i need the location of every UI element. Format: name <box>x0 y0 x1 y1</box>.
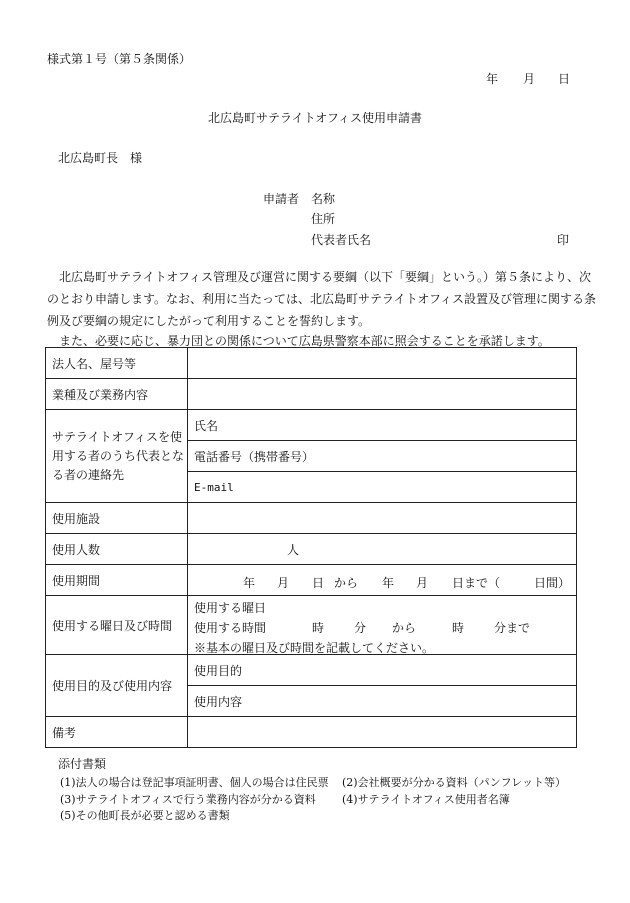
table-row <box>46 717 577 748</box>
corp-name-label: 法人名、屋号等 <box>46 348 188 379</box>
table-row <box>46 379 577 410</box>
applicant-address-label: 住所 <box>311 212 336 226</box>
period-field[interactable] <box>188 565 577 596</box>
days-hour-1: 時 <box>312 621 325 635</box>
business-field[interactable] <box>188 379 577 410</box>
applicant-representative-label: 代表者氏名 <box>311 233 372 247</box>
days-min-1: 分 <box>354 621 367 635</box>
days-hour-2: 時 <box>452 621 465 635</box>
contact-label-lines <box>52 428 185 485</box>
contact-label-line-2: 用する者のうち代表とな <box>52 448 185 463</box>
period-month-1: 月 <box>277 576 290 590</box>
days-weekday-label: 使用する曜日 <box>194 601 267 615</box>
facility-field[interactable] <box>188 503 577 534</box>
people-label: 使用人数 <box>46 534 188 565</box>
period-days: 日間） <box>534 576 571 590</box>
table-row <box>46 596 577 655</box>
contact-label-line-1: サテライトオフィスを使 <box>52 429 182 444</box>
attachments-title: 添付書類 <box>58 757 107 771</box>
attachment-item-1: (1)法人の場合は登記事項証明書、個人の場合は住民票 <box>60 776 329 789</box>
application-table <box>45 347 577 748</box>
purpose-label: 使用目的及び使用内容 <box>46 655 188 717</box>
contact-phone-field[interactable] <box>188 441 577 472</box>
applicant-name-label: 名称 <box>311 192 336 206</box>
table-row <box>46 534 577 565</box>
days-min-2: 分まで <box>494 621 531 635</box>
people-unit: 人 <box>287 542 300 557</box>
corp-name-field[interactable] <box>188 348 577 379</box>
table-row <box>46 348 577 379</box>
statement-line-4: また、必要に応じ、暴力団との関係について広島県警察本部に照会することを承諾します。 <box>59 334 550 348</box>
facility-label: 使用施設 <box>46 503 188 534</box>
form-number-label: 様式第１号（第５条関係） <box>47 52 192 66</box>
days-time-sublabel: 使用する時間 <box>194 621 267 635</box>
statement-line-2: のとおり申請します。なお、利用に当たっては、北広島町サテライトオフィス設置及び管理に関する条 <box>47 292 597 306</box>
month-label: 月 <box>523 72 536 86</box>
period-day-2: 日まで（ <box>452 576 501 590</box>
statement-line-1: 北広島町サテライトオフィス管理及び運営に関する要綱（以下「要綱」という。）第５条により、次 <box>59 270 591 284</box>
days-time-label: 使用する曜日及び時間 <box>46 596 188 655</box>
remarks-field[interactable] <box>188 717 577 748</box>
contact-phone-label: 電話番号（携帯番号） <box>194 449 315 464</box>
contact-name-label: 氏名 <box>194 418 219 433</box>
application-statement <box>47 266 597 350</box>
attachment-item-5: (5)その他町長が必要と認める書類 <box>60 809 230 822</box>
purpose-sublabel: 使用目的 <box>194 663 243 678</box>
contact-name-field[interactable] <box>188 410 577 441</box>
attachment-item-3: (3)サテライトオフィスで行う業務内容が分かる資料 <box>60 793 316 806</box>
attachment-item-2: (2)会社概要が分かる資料（パンフレット等） <box>342 776 567 789</box>
year-label: 年 <box>486 72 499 86</box>
day-label: 日 <box>558 72 571 86</box>
purpose-field[interactable] <box>188 655 577 686</box>
days-time-field[interactable] <box>188 596 577 655</box>
addressee: 北広島町長 様 <box>58 151 143 165</box>
contact-label-line-3: る者の連絡先 <box>52 467 125 482</box>
contact-email-label: E-mail <box>194 481 234 494</box>
period-day-1: 日 <box>312 576 325 590</box>
contact-email-field[interactable] <box>188 472 577 503</box>
period-year-1: 年 <box>243 576 256 590</box>
days-from: から <box>392 621 417 635</box>
days-note: ※基本の曜日及び時間を記載してください。 <box>194 641 435 655</box>
remarks-label: 備考 <box>46 717 188 748</box>
applicant-label: 申請者 <box>263 192 300 206</box>
content-sublabel: 使用内容 <box>194 694 243 709</box>
attachment-item-4: (4)サテライトオフィス使用者名簿 <box>342 793 510 806</box>
seal-mark: 印 <box>557 233 570 247</box>
table-row <box>46 410 577 441</box>
statement-line-3: 例及び要綱の規定にしたがって利用することを誓約します。 <box>47 314 371 328</box>
period-label: 使用期間 <box>46 565 188 596</box>
period-month-2: 月 <box>416 576 429 590</box>
content-field[interactable] <box>188 686 577 717</box>
table-row <box>46 503 577 534</box>
table-row <box>46 655 577 686</box>
document-title: 北広島町サテライトオフィス使用申請書 <box>208 111 422 125</box>
people-field[interactable] <box>188 534 577 565</box>
business-label: 業種及び業務内容 <box>46 379 188 410</box>
contact-label <box>46 410 188 503</box>
table-row <box>46 565 577 596</box>
period-from: から <box>334 576 359 590</box>
period-year-2: 年 <box>382 576 395 590</box>
